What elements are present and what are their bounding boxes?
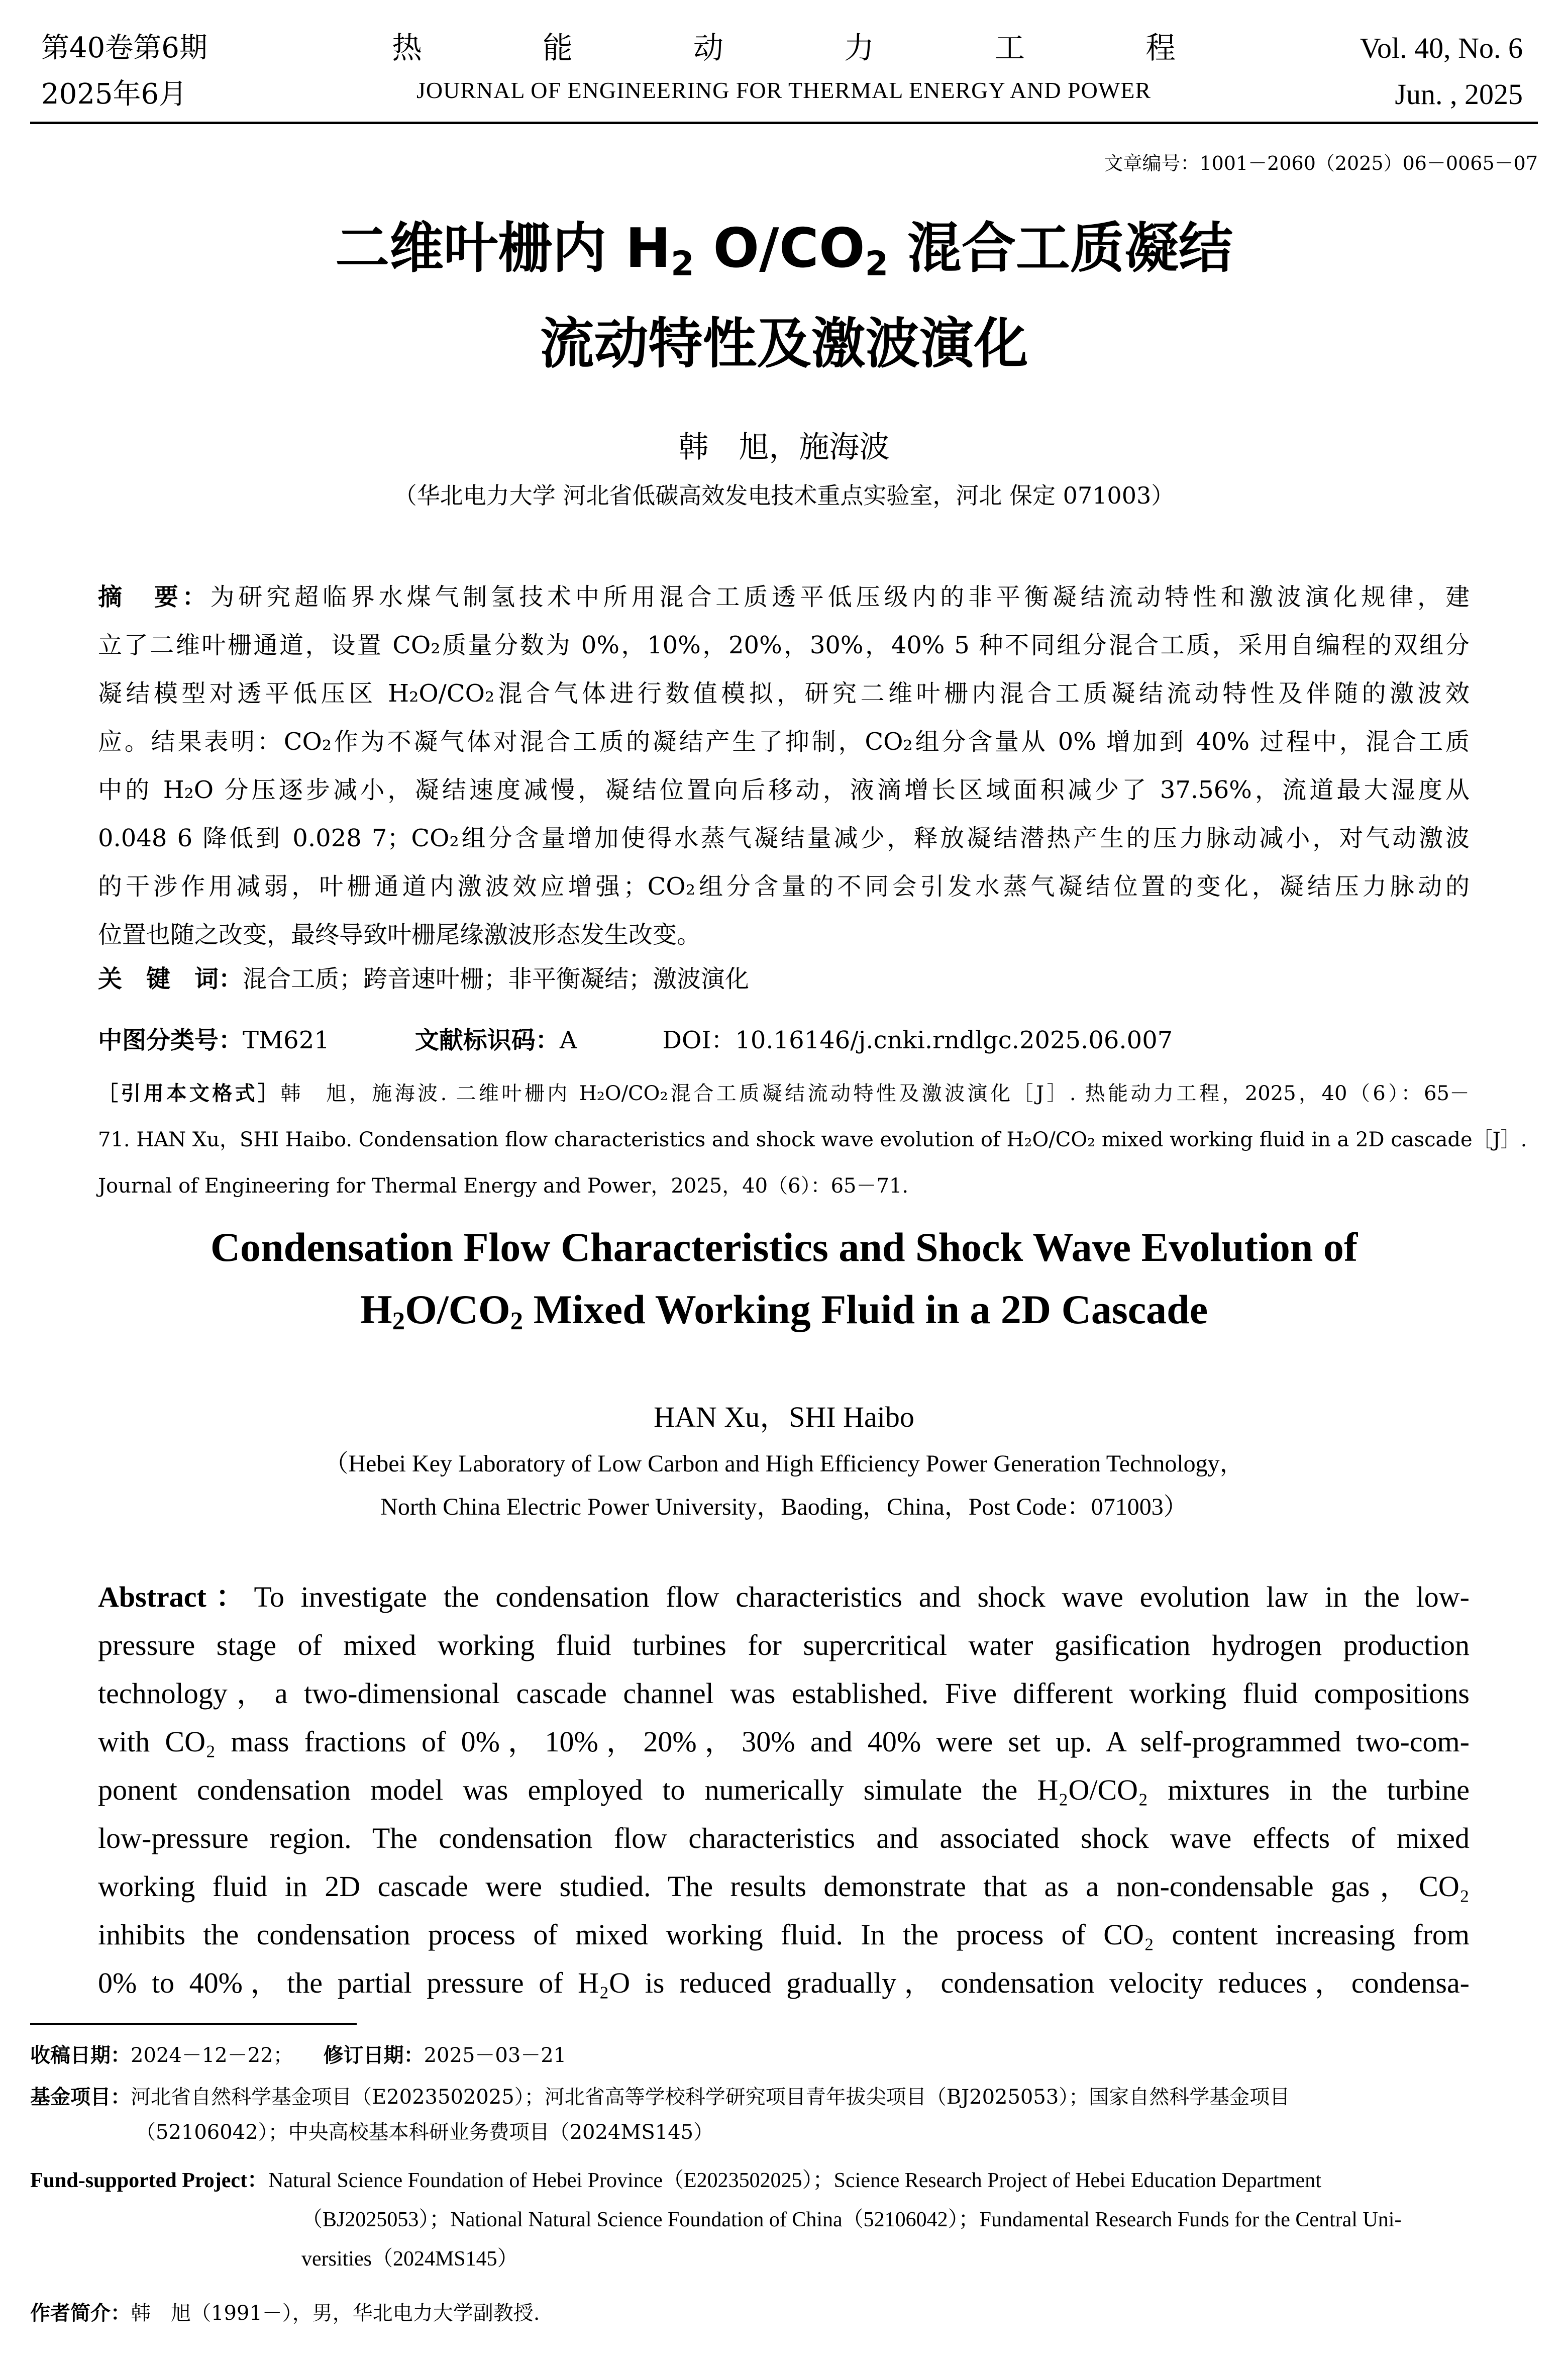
abstract-cn-line: 中的 H₂O 分压逐步减小，凝结速度减慢，凝结位置向后移动，液滴增长区域面积减少了 37.56%，流道最大湿度从	[98, 776, 1470, 804]
abstract-cn-line: 0.048 6 降低到 0.028 7；CO₂组分含量增加使得水蒸气凝结量减少，释放凝结潜热产生的压力脉动减小，对气动激波	[98, 824, 1470, 852]
issue-date-en: Jun. , 2025	[1395, 78, 1523, 111]
abstract-cn-line: 位置也随之改变，最终导致叶栅尾缘激波形态发生改变。	[98, 921, 701, 949]
journal-char: 能	[543, 31, 573, 66]
citation-line: ［引用本文格式］韩 旭，施海波. 二维叶栅内 H₂O/CO₂混合工质凝结流动特性及激波演化［J］. 热能动力工程，2025，40（6）：65－	[98, 1082, 1470, 1105]
fund-en-label: Fund-supported Project：	[30, 2169, 269, 2192]
doi: DOI：10.16146/j.cnki.rndlgc.2025.06.007	[662, 1026, 1173, 1054]
journal-char: 工	[995, 31, 1025, 66]
fund-cn-line: 基金项目：河北省自然科学基金项目（E2023502025）；河北省高等学校科学研究项目青年拔尖项目（BJ2025053）；国家自然科学基金项目	[30, 2086, 1290, 2109]
journal-name-cn	[342, 25, 1226, 71]
title-cn-line-2: 流动特性及激波演化	[540, 313, 1028, 375]
abstract-cn-line: 立了二维叶栅通道，设置 CO₂质量分数为 0%，10%，20%，30%，40% 5 种不同组分混合工质，采用自编程的双组分	[98, 631, 1470, 659]
journal-issue-cn	[41, 25, 207, 118]
authors-cn: 韩 旭，施海波	[678, 430, 890, 465]
journal-name-en: JOURNAL OF ENGINEERING FOR THERMAL ENERGY AND POWER	[416, 77, 1152, 103]
clc-label: 中图分类号：	[98, 1026, 243, 1054]
journal-char: 热	[392, 31, 422, 66]
header-rule	[30, 122, 1538, 124]
paper-title-en	[0, 1216, 1568, 1341]
abstract-cn-line: 的干涉作用减弱，叶栅通道内激波效应增强；CO₂组分含量的不同会引发水蒸气凝结位置的变化，凝结压力脉动的	[98, 872, 1470, 901]
classification-line	[98, 1016, 1470, 1064]
abstract-cn	[98, 573, 1470, 959]
title-en-line-1: Condensation Flow Characteristics and Shock Wave Evolution of	[210, 1224, 1358, 1270]
abstract-en-line: technology，a two-dimensional cascade channel was established. Five different working fluid compositions	[98, 1677, 1470, 1710]
abstract-en-label: Abstract：	[98, 1581, 254, 1613]
fund-en-line: versities（2024MS145）	[301, 2247, 518, 2271]
keywords-cn-text: 混合工质；跨音速叶栅；非平衡凝结；激波演化	[243, 965, 750, 993]
clc-value: TM621	[243, 1026, 330, 1054]
fund-en-line: Fund-supported Project：Natural Science Foundation of Hebei Province（E2023502025）；Science Research Project of Hebei Education Department	[30, 2169, 1321, 2192]
abstract-cn-line: 凝结模型对透平低压区 H₂O/CO₂混合气体进行数值模拟，研究二维叶栅内混合工质凝结流动特性及伴随的激波效	[98, 679, 1470, 708]
author-bio-label: 作者简介：	[30, 2302, 131, 2325]
fund-en	[30, 2161, 1537, 2279]
citation-line: 71. HAN Xu，SHI Haibo. Condensation flow characteristics and shock wave evolution of H₂O/CO₂ mixed working fluid in a 2D cascade［J］.	[98, 1128, 1527, 1151]
fund-cn-line: （52106042）；中央高校基本科研业务费项目（2024MS145）	[136, 2121, 714, 2144]
abstract-en-line: working fluid in 2D cascade were studied. The results demonstrate that as a non-condensable gas，CO₂	[98, 1870, 1470, 1903]
citation-format	[98, 1070, 1527, 1209]
abstract-en-line: inhibits the condensation process of mixed working fluid. In the process of CO₂ content increasing from	[98, 1918, 1470, 1951]
received-label: 收稿日期：	[30, 2044, 131, 2067]
journal-char: 动	[693, 31, 723, 66]
keywords-cn-label: 关 键 词：	[98, 965, 243, 993]
abstract-en-line: with CO₂ mass fractions of 0%，10%，20%，30% and 40% were set up. A self-programmed two-com-	[98, 1725, 1470, 1758]
abstract-en-line: pressure stage of mixed working fluid turbines for supercritical water gasification hydrogen production	[98, 1629, 1470, 1661]
citation-line: Journal of Engineering for Thermal Energy and Power，2025，40（6）：65－71.	[98, 1174, 909, 1198]
citation-label: ［引用本文格式］	[98, 1082, 281, 1105]
received-date	[30, 2038, 566, 2073]
affiliation-en	[0, 1442, 1568, 1529]
footnote-rule	[30, 2023, 357, 2025]
abstract-en-line: Abstract：To investigate the condensation flow characteristics and shock wave evolution law in the low-	[98, 1581, 1470, 1613]
abstract-en	[98, 1573, 1470, 2007]
article-number: 文章编号：1001－2060（2025）06－0065－07	[1104, 152, 1538, 174]
abstract-cn-line: 摘 要：为研究超临界水煤气制氢技术中所用混合工质透平低压级内的非平衡凝结流动特性和激波演化规律，建	[98, 583, 1470, 611]
abstract-cn-label: 摘 要：	[98, 583, 211, 611]
issue-volume-cn: 第40卷第6期	[41, 32, 207, 64]
fund-en-line: （BJ2025053）；National Natural Science Foundation of China（52106042）；Fundamental Research Funds for the Central Uni-	[301, 2208, 1402, 2231]
title-en-line-2: $H_2O/CO_2$ Mixed Working Fluid in a 2D Cascade	[360, 1287, 1208, 1335]
author-bio-value: 韩 旭（1991－），男，华北电力大学副教授.	[131, 2302, 540, 2325]
doc-code-label: 文献标识码：	[414, 1026, 560, 1054]
fund-cn	[30, 2080, 1537, 2150]
journal-char: 力	[844, 31, 874, 66]
abstract-cn-line: 应。结果表明：CO₂作为不凝气体对混合工质的凝结产生了抑制，CO₂组分含量从 0% 增加到 40% 过程中，混合工质	[98, 728, 1470, 756]
keywords-cn	[98, 955, 749, 1003]
paper-title-cn	[0, 201, 1568, 392]
abstract-en-line: ponent condensation model was employed to numerically simulate the H₂O/CO₂ mixtures in the turbine	[98, 1774, 1470, 1806]
journal-issue-en	[1360, 25, 1523, 118]
authors-en: HAN Xu，SHI Haibo	[654, 1401, 914, 1433]
abstract-en-line: 0% to 40%，the partial pressure of H₂O is reduced gradually，condensation velocity reduces，condensa-	[98, 1966, 1470, 1999]
journal-char: 程	[1145, 31, 1176, 66]
abstract-en-line: low-pressure region. The condensation flow characteristics and associated shock wave effects of mixed	[98, 1822, 1470, 1854]
doc-code-value: A	[559, 1026, 577, 1054]
author-bio	[30, 2296, 540, 2331]
affiliation-en-line: （Hebei Key Laboratory of Low Carbon and High Efficiency Power Generation Technology，	[324, 1450, 1244, 1477]
fund-cn-label: 基金项目：	[30, 2086, 131, 2109]
received-value: 2024－12－22；	[131, 2044, 283, 2067]
issue-date-cn: 2025年6月	[41, 78, 187, 111]
revised-value: 2025－03－21	[424, 2044, 567, 2067]
title-cn-line-1: 二维叶栅内 $H_2$ $O/CO_2$ 混合工质凝结	[335, 217, 1233, 283]
issue-volume-en: Vol. 40, No. 6	[1360, 32, 1523, 64]
affiliation-cn: （华北电力大学 河北省低碳高效发电技术重点实验室，河北 保定 071003）	[393, 482, 1175, 509]
affiliation-en-line: North China Electric Power University，Baoding，China，Post Code：071003）	[380, 1494, 1188, 1520]
revised-label: 修订日期：	[323, 2044, 424, 2067]
journal-masthead	[342, 25, 1226, 110]
